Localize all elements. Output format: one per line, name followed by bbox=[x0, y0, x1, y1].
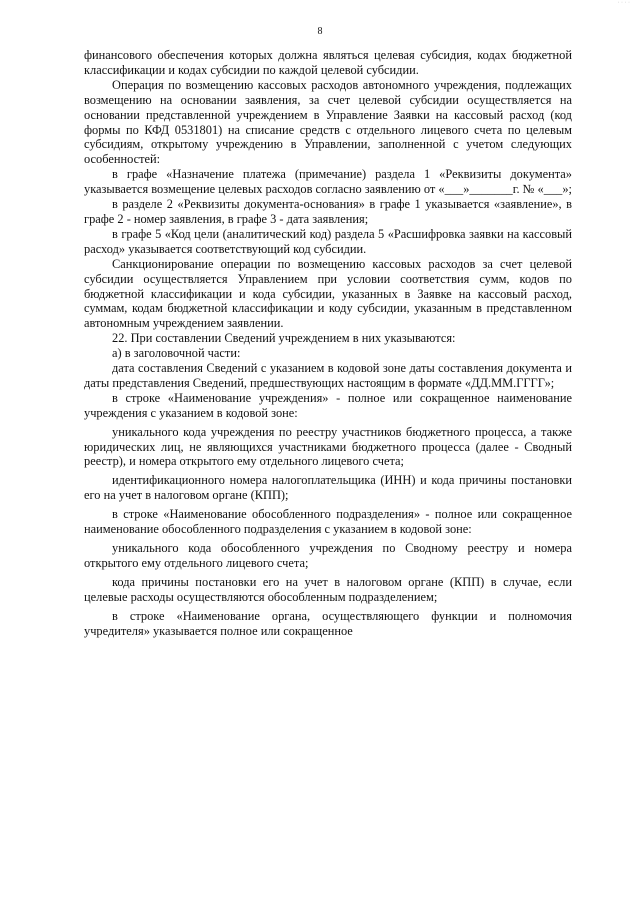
paragraph: финансового обеспечения которых должна являться целевая субсидия, кодах бюджетной классификации и кодах субсидии по каждой целевой субсидии. bbox=[84, 48, 572, 77]
paragraph: в строке «Наименование обособленного подразделения» - полное или сокращенное наименование обособленного подразделения с указанием в кодовой зоне: bbox=[84, 507, 572, 537]
paragraph: кода причины постановки его на учет в налоговом органе (КПП) в случае, если целевые расходы осуществляются обособленным подразделением; bbox=[84, 574, 572, 604]
paragraph: в графе «Назначение платежа (примечание) раздела 1 «Реквизиты документа» указывается возмещение целевых расходов согласно заявлению от «___»_______г. № «___»; bbox=[84, 167, 572, 197]
paragraph: в разделе 2 «Реквизиты документа-основания» в графе 1 указывается «заявление», в графе 2 - номер заявления, в графе 3 - дата заявления; bbox=[84, 197, 572, 226]
document-body bbox=[84, 48, 572, 638]
paragraph: уникального кода обособленного учреждения по Сводному реестру и номера открытого ему отдельного лицевого счета; bbox=[84, 541, 572, 570]
paragraph: 22. При составлении Сведений учреждением в них указываются: bbox=[112, 331, 456, 346]
paragraph: в графе 5 «Код цели (аналитический код) раздела 5 «Расшифровка заявки на кассовый расход» указывается соответствующий код субсидии. bbox=[84, 226, 572, 256]
paragraph: Санкционирование операции по возмещению кассовых расходов за счет целевой субсидии осуществляется Управлением при условии соответствия сумм, кодов по бюджетной классификации и кода субсидии, указанных в Заявке на кассовый расход, суммам, кодам бюджетной классификации и коду субсидии, указанным в представленном автономным учреждением заявлении. bbox=[84, 256, 572, 331]
paragraph: идентификационного номера налогоплательщика (ИНН) и кода причины постановки его на учет в налоговом органе (КПП); bbox=[84, 473, 572, 503]
paragraph: уникального кода учреждения по реестру участников бюджетного процесса, а также юридических лиц, не являющихся участниками бюджетного процесса (далее - Сводный реестр), и номера открытого ему отдельного лицевого счета; bbox=[84, 424, 572, 469]
paragraph: а) в заголовочной части: bbox=[112, 346, 241, 361]
page-number: 8 bbox=[317, 26, 323, 37]
paragraph: дата составления Сведений с указанием в кодовой зоне даты составления документа и даты представления Сведений, предшествующих настоящим в формате «ДД.ММ.ГГГГ»; bbox=[84, 361, 572, 390]
corner-mark: · · · · bbox=[617, 0, 630, 6]
paragraph: в строке «Наименование органа, осуществляющего функции и полномочия учредителя» указывается полное или сокращенное bbox=[84, 608, 572, 638]
paragraph: в строке «Наименование учреждения» - полное или сокращенное наименование учреждения с указанием в кодовой зоне: bbox=[84, 390, 572, 420]
paragraph: Операция по возмещению кассовых расходов автономного учреждения, подлежащих возмещению на основании заявления, за счет целевой субсидии осуществляется на основании представленной учреждением в Управление Заявки на кассовый расход (код формы по КФД 0531801) на списание средств с отдельного лицевого счета по целевым субсидиям, открытому учреждению в Управлении, заполненной с учетом следующих особенностей: bbox=[84, 77, 572, 167]
